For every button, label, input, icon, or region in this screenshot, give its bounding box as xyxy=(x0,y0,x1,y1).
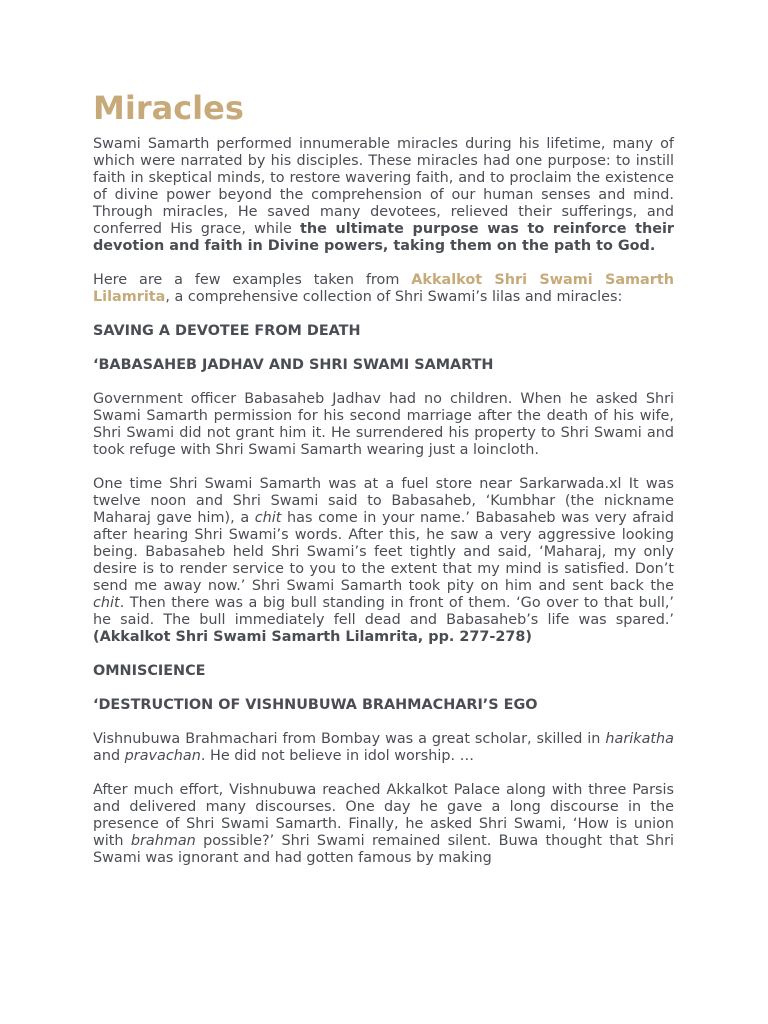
vishnubuwa-text-c: After much effort, Vishnubuwa reached Akkalkot Palace along with three Parsis and delivered many discourses. One day he gave a long discourse in the presence of Shri Swami Samarth. Finally, he asked Shri Swami, ‘How is union with xyxy=(93,782,674,849)
babasaheb-text-a: One time Shri Swami Samarth was at a fuel store near Sarkarwada.xl It was twelve noon and Shri Swami said to Babasaheb, ‘Kumbhar (the nickname Maharaj gave him), a xyxy=(93,476,674,526)
babasaheb-paragraph-1: Government officer Babasaheb Jadhav had no children. When he asked Shri Swami Samarth permission for his second marriage after the death of his wife, Shri Swami did not grant him it. He surrendered his property to Shri Swami and took refuge with Shri Swami Samarth wearing just a loincloth. xyxy=(93,391,674,458)
story-heading-babasaheb: ‘BABASAHEB JADHAV AND SHRI SWAMI SAMARTH xyxy=(93,357,494,373)
harikatha-term: harikatha xyxy=(605,731,674,747)
source-suffix: , a comprehensive collection of Shri Swami’s lilas and miracles: xyxy=(165,289,623,305)
section-heading-saving-devotee: SAVING A DEVOTEE FROM DEATH xyxy=(93,323,361,339)
vishnubuwa-text-a: Vishnubuwa Brahmachari from Bombay was a great scholar, skilled in xyxy=(93,731,606,747)
brahman-term: brahman xyxy=(130,833,196,849)
lilamrita-link[interactable]: Akkalkot Shri Swami Samarth Lilamrita xyxy=(93,272,674,305)
story-heading-vishnubuwa: ‘DESTRUCTION OF VISHNUBUWA BRAHMACHARI’S EGO xyxy=(93,697,538,713)
section-heading-omniscience: OMNISCIENCE xyxy=(93,663,206,679)
page-title: Miracles xyxy=(93,89,244,127)
intro-bold-text: the ultimate purpose was to reinforce their devotion and faith in Divine powers, taking them on the path to God. xyxy=(93,221,674,254)
vishnubuwa-paragraph-2 xyxy=(93,782,674,867)
intro-text: Swami Samarth performed innumerable miracles during his lifetime, many of which were narrated by his disciples. These miracles had one purpose: to instill faith in skeptical minds, to restore wavering faith, and to proclaim the existence of divine power beyond the comprehension of our human senses and mind. Through miracles, He saved many devotees, relieved their sufferings, and conferred His grace, while xyxy=(93,136,674,237)
document-page xyxy=(93,88,674,884)
babasaheb-text-c: . Then there was a big bull standing in front of them. ‘Go over to that bull,’ he said. The bull immediately fell dead and Babasaheb’s life was spared.’ xyxy=(93,595,674,628)
vishnubuwa-paragraph-1 xyxy=(93,731,674,765)
chit-term: chit xyxy=(93,595,120,611)
vishnubuwa-text-b: . He did not believe in idol worship. … xyxy=(200,748,474,764)
source-prefix: Here are a few examples taken from xyxy=(93,272,412,288)
vishnubuwa-text-d: possible?’ Shri Swami remained silent. Buwa thought that Shri Swami was ignorant and had gotten famous by making xyxy=(93,833,675,866)
citation: (Akkalkot Shri Swami Samarth Lilamrita, pp. 277-278) xyxy=(93,629,532,645)
babasaheb-paragraph-2 xyxy=(93,476,674,646)
intro-paragraph xyxy=(93,136,674,255)
pravachan-term: pravachan xyxy=(124,748,201,764)
babasaheb-text-b: has come in your name.’ Babasaheb was very afraid after hearing Shri Swami’s words. After this, he saw a very aggressive looking being. Babasaheb held Shri Swami’s feet tightly and said, ‘Maharaj, my only desire is to render service to you to the extent that my mind is satisfied. Don’t send me away now.’ Shri Swami Samarth took pity on him and sent back the xyxy=(93,510,674,594)
vishnubuwa-text-and: and xyxy=(93,748,125,764)
source-paragraph xyxy=(93,272,674,306)
chit-term: chit xyxy=(254,510,282,526)
